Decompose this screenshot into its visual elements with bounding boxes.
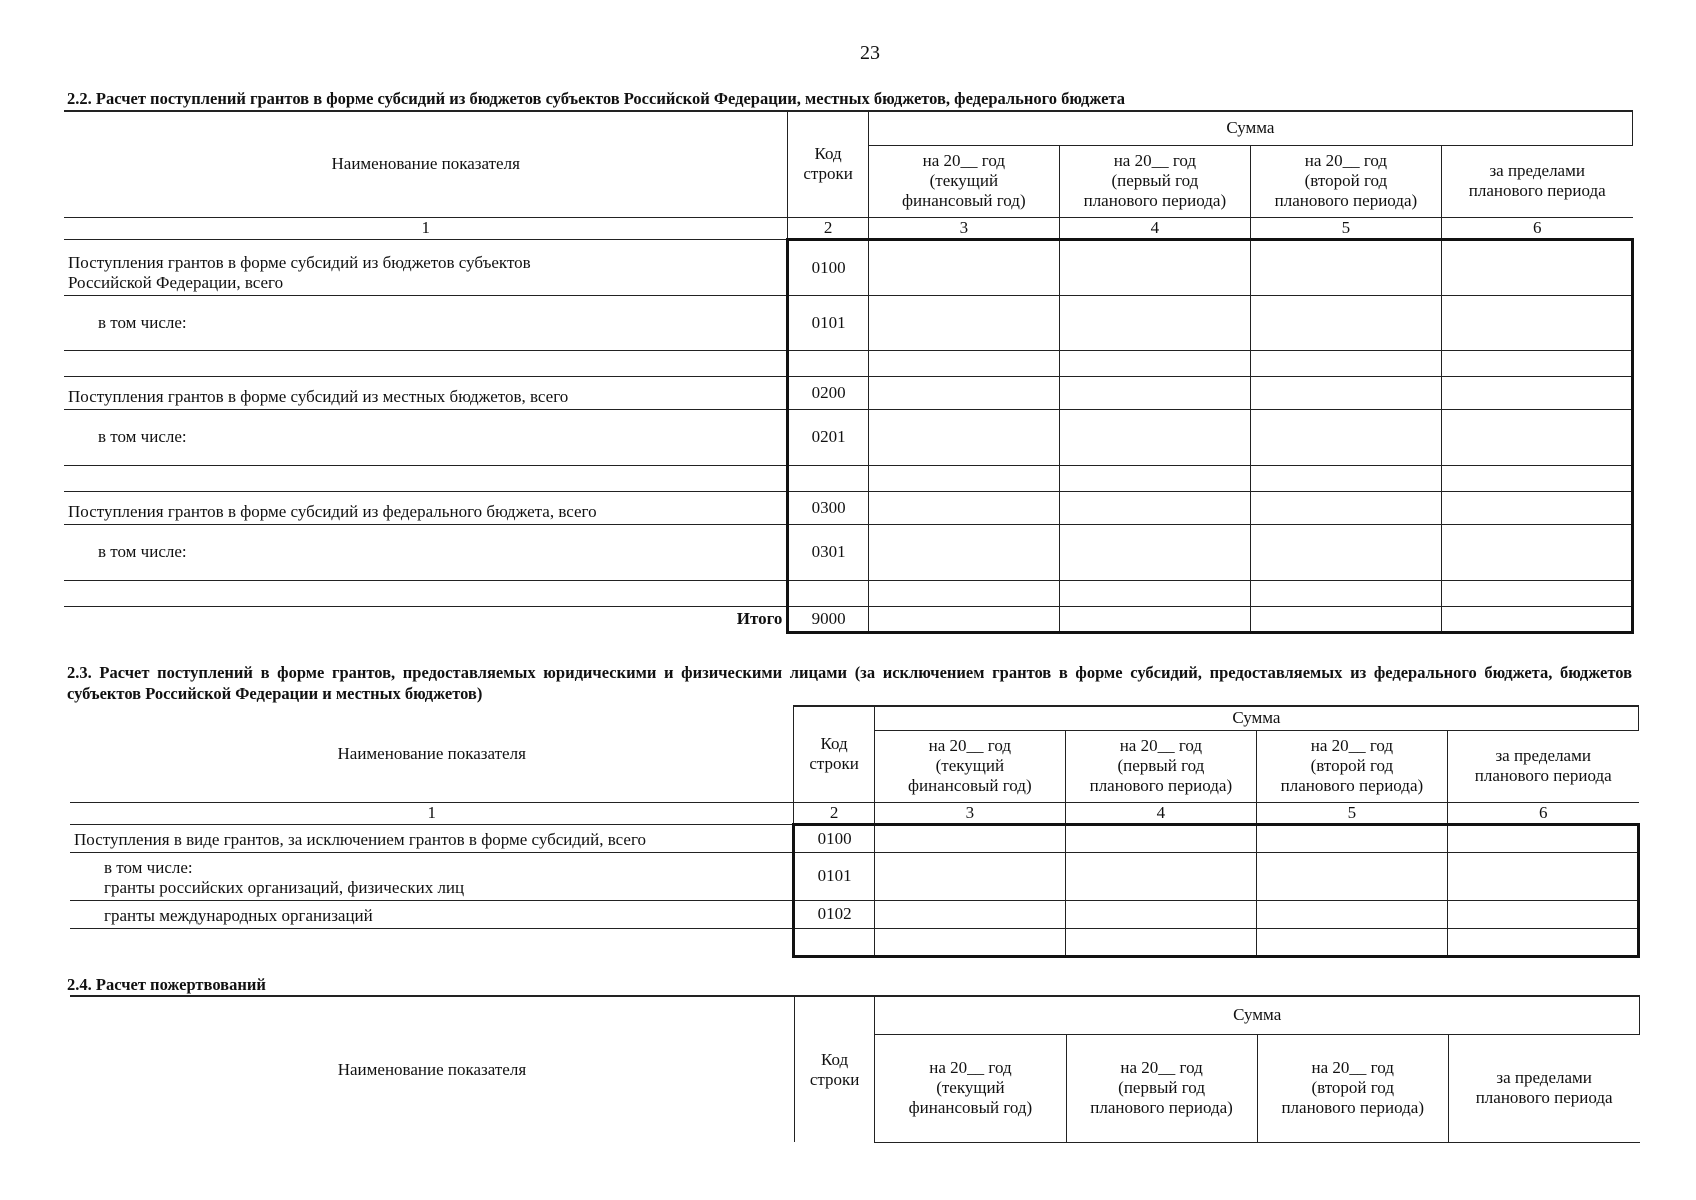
row-label: Поступления в виде грантов, за исключением грантов в форме субсидий, всего [70, 824, 794, 852]
row-code [788, 465, 868, 491]
table-row [70, 824, 1639, 852]
value-cell[interactable] [868, 350, 1059, 376]
row-code: 0100 [794, 824, 874, 852]
table-row [64, 295, 1633, 350]
col-number: 5 [1250, 217, 1441, 239]
value-cell[interactable] [874, 900, 1065, 928]
value-cell[interactable] [868, 491, 1059, 524]
value-cell[interactable] [874, 928, 1065, 956]
value-cell[interactable] [1250, 491, 1441, 524]
value-cell[interactable] [1250, 350, 1441, 376]
row-label: в том числе: [64, 524, 788, 580]
header-name: Наименование показателя [64, 111, 788, 217]
value-cell[interactable] [868, 465, 1059, 491]
table-row [64, 465, 1633, 491]
value-cell[interactable] [874, 824, 1065, 852]
value-cell[interactable] [1250, 580, 1441, 606]
value-cell[interactable] [1256, 824, 1447, 852]
header-col6: за пределами планового периода [1448, 1034, 1639, 1142]
value-cell[interactable] [1059, 409, 1250, 465]
value-cell[interactable] [1256, 852, 1447, 900]
table-row [64, 239, 1633, 295]
value-cell[interactable] [1250, 606, 1441, 632]
table-row [64, 350, 1633, 376]
row-label: в том числе: гранты российских организаций, физических лиц [70, 852, 794, 900]
value-cell[interactable] [1441, 465, 1632, 491]
row-code: 0201 [788, 409, 868, 465]
col-number: 3 [874, 802, 1065, 824]
table-row [70, 928, 1639, 956]
row-label [64, 465, 788, 491]
value-cell[interactable] [1250, 409, 1441, 465]
col-number: 6 [1441, 217, 1632, 239]
total-row [64, 606, 1633, 632]
value-cell[interactable] [1441, 295, 1632, 350]
header-code: Код строки [788, 111, 868, 217]
value-cell[interactable] [1441, 376, 1632, 409]
value-cell[interactable] [868, 580, 1059, 606]
section-2-2-title: 2.2. Расчет поступлений грантов в форме субсидий из бюджетов субъектов Российской Федерации, местных бюджетов, федерального бюджета [67, 89, 1126, 108]
row-label [70, 928, 794, 956]
value-cell[interactable] [1441, 524, 1632, 580]
header-sum: Сумма [874, 706, 1638, 730]
col-number: 2 [788, 217, 868, 239]
header-col3: на 20__ год (текущий финансовый год) [874, 730, 1065, 802]
row-code: 0101 [794, 852, 874, 900]
value-cell[interactable] [1059, 491, 1250, 524]
row-code: 0100 [788, 239, 868, 295]
header-code: Код строки [794, 706, 874, 802]
value-cell[interactable] [1441, 491, 1632, 524]
row-label: в том числе: [64, 295, 788, 350]
col-number: 1 [70, 802, 794, 824]
header-col3: на 20__ год (текущий финансовый год) [875, 1034, 1066, 1142]
value-cell[interactable] [1250, 376, 1441, 409]
value-cell[interactable] [1447, 900, 1638, 928]
header-name: Наименование показателя [70, 706, 794, 802]
header-sum: Сумма [868, 111, 1632, 145]
value-cell[interactable] [1447, 824, 1638, 852]
header-sum: Сумма [875, 996, 1640, 1034]
value-cell[interactable] [1441, 409, 1632, 465]
value-cell[interactable] [1250, 524, 1441, 580]
col-number: 6 [1447, 802, 1638, 824]
value-cell[interactable] [868, 409, 1059, 465]
row-code [788, 350, 868, 376]
table-row [64, 524, 1633, 580]
table-2-2 [64, 110, 1634, 634]
header-code: Код строки [794, 996, 874, 1142]
value-cell[interactable] [1059, 239, 1250, 295]
value-cell[interactable] [1441, 580, 1632, 606]
table-row [70, 900, 1639, 928]
header-col5: на 20__ год (второй год планового периода) [1250, 145, 1441, 217]
value-cell[interactable] [1441, 350, 1632, 376]
value-cell[interactable] [868, 239, 1059, 295]
row-label: гранты международных организаций [70, 900, 794, 928]
table-row [70, 852, 1639, 900]
value-cell[interactable] [1065, 900, 1256, 928]
header-col5: на 20__ год (второй год планового периода) [1257, 1034, 1448, 1142]
row-label: Поступления грантов в форме субсидий из бюджетов субъектов Российской Федерации, всего [64, 239, 788, 295]
value-cell[interactable] [1441, 606, 1632, 632]
value-cell[interactable] [868, 606, 1059, 632]
row-code: 0200 [788, 376, 868, 409]
header-col4: на 20__ год (первый год планового периода) [1059, 145, 1250, 217]
row-label [64, 350, 788, 376]
value-cell[interactable] [1447, 928, 1638, 956]
value-cell[interactable] [1441, 239, 1632, 295]
table-row [64, 491, 1633, 524]
header-name: Наименование показателя [70, 996, 794, 1142]
row-label: Поступления грантов в форме субсидий из местных бюджетов, всего [64, 376, 788, 409]
value-cell[interactable] [868, 376, 1059, 409]
row-label [64, 580, 788, 606]
row-label: в том числе: [64, 409, 788, 465]
col-number: 2 [794, 802, 874, 824]
table-2-4 [70, 995, 1640, 1143]
table-row [64, 376, 1633, 409]
value-cell[interactable] [1250, 239, 1441, 295]
header-col6: за пределами планового периода [1447, 730, 1638, 802]
row-code [794, 928, 874, 956]
value-cell[interactable] [1059, 376, 1250, 409]
table-row [64, 409, 1633, 465]
row-code: 0101 [788, 295, 868, 350]
value-cell[interactable] [1059, 524, 1250, 580]
col-number: 3 [868, 217, 1059, 239]
total-code: 9000 [788, 606, 868, 632]
value-cell[interactable] [1065, 852, 1256, 900]
table-2-3 [70, 705, 1640, 958]
col-number: 4 [1065, 802, 1256, 824]
value-cell[interactable] [1059, 465, 1250, 491]
row-label: Поступления грантов в форме субсидий из федерального бюджета, всего [64, 491, 788, 524]
section-2-4-title: 2.4. Расчет пожертвований [67, 975, 266, 994]
value-cell[interactable] [1065, 824, 1256, 852]
value-cell[interactable] [1447, 852, 1638, 900]
col-number: 1 [64, 217, 788, 239]
header-col5: на 20__ год (второй год планового периода) [1256, 730, 1447, 802]
page-number: 23 [860, 42, 880, 64]
table-row [64, 580, 1633, 606]
value-cell[interactable] [868, 524, 1059, 580]
header-col4: на 20__ год (первый год планового периода) [1066, 1034, 1257, 1142]
col-number: 4 [1059, 217, 1250, 239]
header-col3: на 20__ год (текущий финансовый год) [868, 145, 1059, 217]
header-col6: за пределами планового периода [1441, 145, 1632, 217]
value-cell[interactable] [1256, 928, 1447, 956]
value-cell[interactable] [1059, 606, 1250, 632]
value-cell[interactable] [1250, 465, 1441, 491]
value-cell[interactable] [1059, 580, 1250, 606]
value-cell[interactable] [1059, 295, 1250, 350]
row-code: 0300 [788, 491, 868, 524]
header-col4: на 20__ год (первый год планового периода) [1065, 730, 1256, 802]
col-number: 5 [1256, 802, 1447, 824]
value-cell[interactable] [868, 295, 1059, 350]
total-label: Итого [64, 606, 788, 632]
section-2-3-title: 2.3. Расчет поступлений в форме грантов, предоставляемых юридическими и физическими лицами (за исключением грантов в форме субсидий, предоставляемых из федерального бюджета, бюджетов субъектов Российской Федерации и местных бюджетов) [67, 663, 1632, 703]
row-code: 0301 [788, 524, 868, 580]
value-cell[interactable] [1059, 350, 1250, 376]
row-code: 0102 [794, 900, 874, 928]
value-cell[interactable] [874, 852, 1065, 900]
value-cell[interactable] [1250, 295, 1441, 350]
value-cell[interactable] [1256, 900, 1447, 928]
value-cell[interactable] [1065, 928, 1256, 956]
row-code [788, 580, 868, 606]
